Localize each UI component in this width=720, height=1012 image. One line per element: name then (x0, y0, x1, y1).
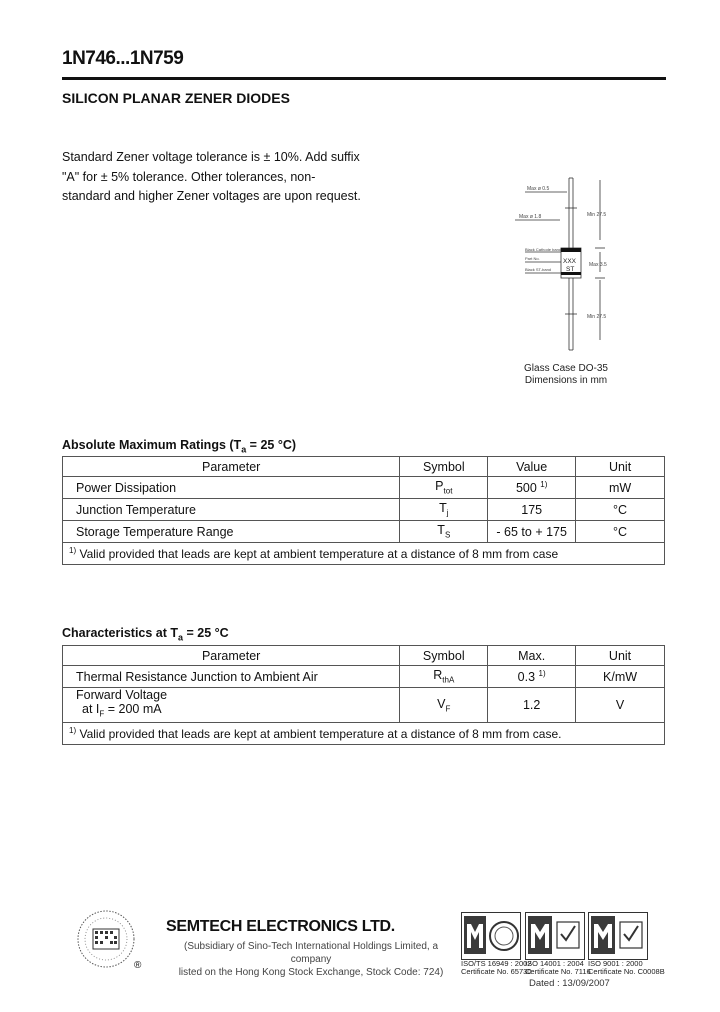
characteristics-heading (62, 626, 229, 643)
symbol-sub: tot (443, 486, 453, 496)
document-subtitle: SILICON PLANAR ZENER DIODES (62, 90, 290, 106)
title-rule (62, 77, 666, 80)
header-max: Max. (488, 646, 576, 666)
label-black-cathode: Black Cathode band (525, 247, 562, 252)
characteristics-heading-text: Characteristics at T (62, 626, 179, 640)
cell-parameter: Power Dissipation (63, 477, 400, 499)
intro-paragraph (62, 148, 372, 207)
cell-symbol (400, 521, 488, 543)
cell-symbol (400, 688, 488, 723)
characteristics-heading-end: = 25 °C (183, 626, 229, 640)
cert-caption-line: ISO 9001 : 2000 (588, 959, 643, 968)
value-footnote: 1) (540, 479, 548, 489)
label-max-len: Max 3.5 (589, 262, 607, 268)
cell-parameter (63, 688, 400, 723)
header-parameter: Parameter (63, 646, 400, 666)
parameter-condition (76, 702, 393, 722)
diagram-caption (505, 363, 627, 387)
cert-caption (588, 960, 665, 976)
document-title: 1N746...1N759 (62, 48, 184, 69)
value-main: 500 (515, 481, 537, 496)
parameter-name: Forward Voltage (76, 688, 168, 702)
footnote (63, 722, 665, 744)
cert-caption-line: Certificate No. C0008B (588, 967, 665, 976)
table-row (63, 521, 665, 543)
cell-max (488, 666, 576, 688)
company-sub-line: listed on the Hong Kong Stock Exchange, Stock Code: 724) (178, 967, 444, 978)
cell-unit: °C (576, 499, 665, 521)
do35-package-diagram (505, 170, 625, 390)
cell-symbol (400, 666, 488, 688)
symbol-main: V (437, 696, 446, 711)
cell-symbol (400, 477, 488, 499)
registered-mark: ® (134, 960, 142, 971)
cell-parameter: Junction Temperature (63, 499, 400, 521)
symbol-sub: S (444, 530, 451, 540)
company-subsidiary-note (166, 940, 456, 979)
cathode-band (561, 248, 581, 252)
table-note-row (63, 543, 665, 565)
abs-max-table (62, 456, 665, 565)
cert-caption (461, 960, 531, 976)
label-max-body: Max ø 1.8 (519, 214, 542, 220)
mark-xxx: XXX (563, 258, 577, 265)
cell-parameter: Thermal Resistance Junction to Ambient Air (63, 666, 400, 688)
header-value: Value (488, 457, 576, 477)
header-symbol: Symbol (400, 457, 488, 477)
symbol-sub: thA (442, 675, 455, 685)
symbol-sub: F (445, 704, 451, 713)
label-min-top: Min 27.5 (587, 212, 607, 218)
intro-line: "A" for ± 5% tolerance. Other tolerances, non- (62, 169, 316, 184)
footnote-mark: 1) (69, 725, 77, 735)
label-part-no: Part No. (525, 256, 540, 261)
footnote (63, 543, 665, 565)
symbol-main: P (435, 479, 444, 494)
cell-parameter: Storage Temperature Range (63, 521, 400, 543)
label-black-st: Black ST-band (525, 267, 552, 272)
footnote-text: Valid provided that leads are kept at ambient temperature at a distance of 8 mm from case (76, 547, 559, 561)
cert-caption-line: Certificate No. 7116 (525, 967, 591, 976)
cell-value (488, 477, 576, 499)
abs-max-heading-end: = 25 °C) (246, 438, 297, 452)
condition-post: = 200 mA (104, 702, 162, 716)
label-min-bottom: Min 27.5 (587, 314, 607, 320)
footnote-mark: 1) (69, 546, 77, 555)
company-name: SEMTECH ELECTRONICS LTD. (166, 918, 395, 935)
table-header-row (63, 646, 665, 666)
cert-badge-iso9001-icon (588, 912, 648, 960)
cell-unit: K/mW (576, 666, 665, 688)
cert-caption-line: ISO/TS 16949 : 2002 (461, 959, 532, 968)
abs-max-heading-sub: a (241, 444, 247, 455)
cell-max: 1.2 (488, 688, 576, 723)
cell-value: 175 (488, 499, 576, 521)
intro-line: Standard Zener voltage tolerance is ± 10%. Add suffix (62, 150, 360, 164)
condition-pre: at I (82, 702, 100, 716)
condition-sub: F (99, 709, 105, 719)
characteristics-table (62, 645, 665, 745)
header-unit: Unit (576, 457, 665, 477)
footnote-text: Valid provided that leads are kept at ambient temperature at a distance of 8 mm from case. (76, 726, 562, 741)
symbol-main: R (433, 668, 443, 683)
intro-line: standard and higher Zener voltages are upon request. (62, 189, 361, 203)
symbol-main: T (439, 501, 447, 516)
cell-unit: °C (576, 521, 665, 543)
table-note-row (63, 722, 665, 744)
company-sub-line: (Subsidiary of Sino-Tech International Holdings Limited, a company (183, 941, 439, 965)
cert-badge-iatf-icon (461, 912, 521, 960)
table-row (63, 477, 665, 499)
abs-max-heading (62, 438, 296, 455)
cell-value: - 65 to + 175 (488, 521, 576, 543)
characteristics-heading-sub: a (178, 632, 184, 643)
diagram-caption-line: Dimensions in mm (524, 375, 608, 386)
header-symbol: Symbol (400, 646, 488, 666)
header-unit: Unit (576, 646, 665, 666)
cell-symbol (400, 499, 488, 521)
cell-unit: mW (576, 477, 665, 499)
mark-st: ST (566, 266, 575, 273)
table-row (63, 666, 665, 688)
cert-caption (525, 960, 591, 976)
table-row (63, 688, 665, 723)
max-main: 0.3 (517, 670, 536, 685)
label-max-od: Max ø 0.5 (527, 186, 550, 192)
diagram-caption-line: Glass Case DO-35 (524, 363, 608, 374)
cell-unit: V (576, 688, 665, 723)
table-row (63, 499, 665, 521)
cert-badge-iso14001-icon (525, 912, 585, 960)
header-parameter: Parameter (63, 457, 400, 477)
cert-caption-line: Certificate No. 65730 (461, 967, 532, 976)
symbol-sub: j (446, 508, 449, 518)
table-header-row (63, 457, 665, 477)
cert-caption-line: ISO 14001 : 2004 (525, 959, 584, 968)
dated-label: Dated : 13/09/2007 (529, 978, 610, 989)
symbol-main: T (437, 523, 445, 538)
max-footnote: 1) (538, 668, 546, 678)
semtech-globe-logo (76, 908, 136, 970)
abs-max-heading-text: Absolute Maximum Ratings (T (62, 438, 242, 452)
